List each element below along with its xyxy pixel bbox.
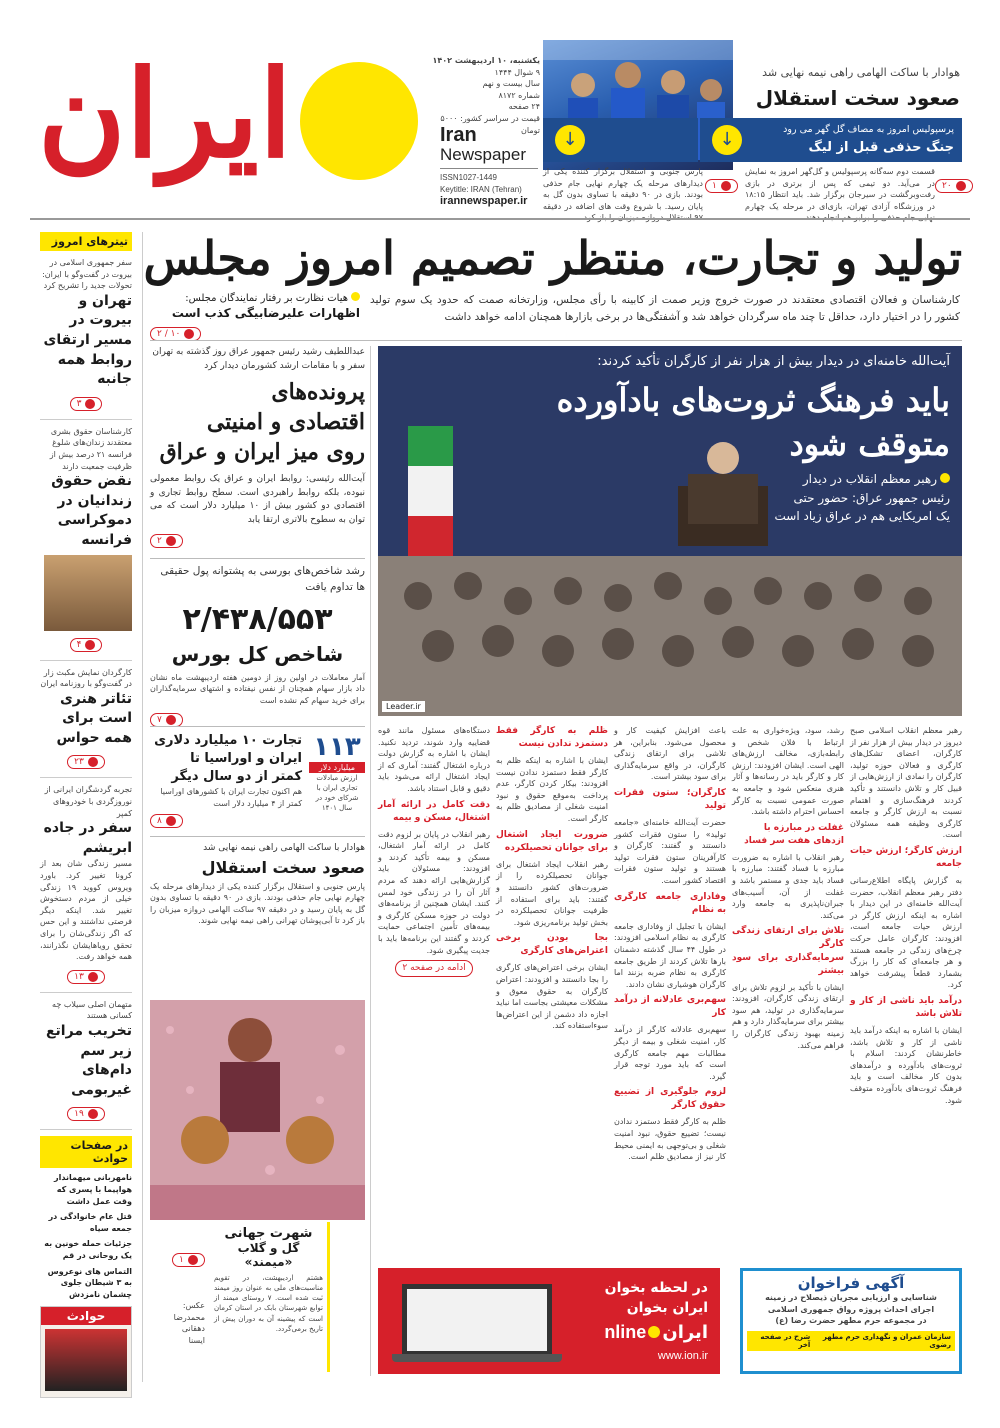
call-ad[interactable]: آگهی فراخوان شناسایی و ارزیابی مجریان ذیصلاح در زمینه اجرای احداث پروژه رواق جمهوری اسلامی در مجموعه حرم مطهر حضرت رضا (ع) سازمان عمران و نگهداری حرم مطهر رضوی شرح در صفحه آخر xyxy=(740,1268,962,1374)
sidebar-item[interactable]: سفر جمهوری اسلامی در بیروت در گفت‌وگو با ایران: تحولات جدید را تشریح کرد تهران و بیروت در مسیر ارتقای روابط همه جانبه ۳ xyxy=(40,251,132,420)
lead-story[interactable] xyxy=(378,346,962,716)
masthead xyxy=(0,0,1000,215)
top-sports-kicker: هوادار با ساکت الهامی راهی نیمه نهایی شد xyxy=(762,66,960,79)
hawadeth-thumbnail[interactable]: حوادث xyxy=(40,1306,132,1398)
event-item[interactable]: جزئیات حمله خونین به یک روحانی در قم xyxy=(44,1239,132,1260)
ion-brand: ایرانnline xyxy=(604,1322,708,1343)
sidebar xyxy=(40,232,132,1382)
sidebar-item[interactable]: تجربه گردشگران ایرانی از نوروزگردی با خودروهای کمپر سفر در جاده ابریشم مسیر زندگی شان بعد از کرونا تغییر کرد. باورد ویروس کووید ۱۹ زندگی خیلی از مردم دستخوش تغییر شد. اینکه دیگر فرصتی نداشتند و این حس که اگر زندگی‌شان را برای تحقق رویاهایشان نگذرانند، همه خواهد رفت. ۱۳ xyxy=(40,778,132,992)
side-kicker: هیات نظارت بر رفتار نمایندگان مجلس: xyxy=(150,292,360,304)
article-col-3: باعث افزایش کیفیت کار و محصول می‌شود. بنابراین، هر تلاشی برای ارتقای زندگی کارگران، در واقع سرمایه‌گذاری برای سود بیشتر است. کارگران؛ ستون فقرات تولید حضرت آیت‌الله خامنه‌ای «جامعه تولید» را ستون فقرات کشور دانستند و گفتند: کارگران و کارآفرینان ستون فقرات تولید هستند و تولید ستون فقرات اقتصاد کشور است. وفاداری جامعه کارگری به نظام ایشان با تجلیل از وفاداری جامعه کارگری به نظام اسلامی افزودند: در طول ۴۴ سال گذشته دشمنان بارها تلاش کردند از طریق جامعه کارگری به نظام ضربه بزنند اما کارگران هوشیاری نشان دادند. سهم‌بری عادلانه از درآمد کار سهم‌بری عادلانه کارگر از درآمد کار، امنیت شغلی و بیمه از دیگر مطالبات مهم جامعه کارگری است که باید مورد توجه قرار گیرد. لزوم جلوگیری از تضییع حقوق کارگر ظلم به کارگر فقط دستمزد ندادن نیست؛ تضییع حقوق، نبود امنیت شغلی و بی‌توجهی به ایمنی محیط کار نیز از مصادیق ظلم است. xyxy=(614,726,726,1162)
top-sports-snippet-left: پارس جنوبی و استقلال برگزار کننده یکی از دیدارهای مرحله یک چهارم نهایی جام حذفی بودند. بازی در ۹۰ دقیقه با تساوی بدون گل به پایان رسید. با شروع وقت های اضافه در دقیقه xyxy=(543,167,704,211)
lead-title-2: متوقف شود xyxy=(789,425,950,463)
top-sports-headline[interactable]: صعود سخت استقلال xyxy=(755,86,960,110)
lead-kicker: آیت‌الله خامنه‌ای در دیدار بیش از هزار نفر از کارگران تأکید کردند: xyxy=(597,354,950,369)
main-lead: کارشناسان و فعالان اقتصادی معتقدند در صورت خروج وزیر صمت از کابینه با رأی مجلس، وزارتخانه صمت که حدود یک سوم تولید کشور را در اختیار دارد، حداقل تا چند ماه سرگردان خواهد شد و آشفتگی‌ها در برخی بازارها همچنان ادامه خواهد داشت xyxy=(370,294,960,323)
arrow-down-icon: ↓ xyxy=(555,125,585,155)
sports-story[interactable]: هوادار با ساکت الهامی راهی نیمه نهایی شد صعود سخت استقلال پارس جنوبی و استقلال برگزار کننده یکی از دیدارهای مرحله یک چهارم نهایی جام حذفی بودند. بازی در ۹۰ دقیقه با تساوی بدون گل به پایان رسید و در دقیقه ۹۷ ساکت الهامی دروازه میزبان را باز کرد تا آبی‌پوشان تهرانی راهی نیمه نهایی شوند. xyxy=(150,843,366,926)
logo: ایران xyxy=(37,44,293,185)
events-list xyxy=(40,1168,132,1300)
rose-petals-image xyxy=(150,1000,365,1220)
issn-block: ISSN1027-1449 Keytitle: IRAN (Tehran) irannewspaper.ir xyxy=(440,172,540,207)
rose-badge[interactable]: ۱ xyxy=(172,1250,205,1269)
website-link[interactable]: irannewspaper.ir xyxy=(440,195,528,208)
event-item[interactable]: نامهربانی میهماندار هواپیما با پسری که وقت عمل داشت xyxy=(54,1173,132,1206)
lead-title-1: باید فرهنگ ثروت‌های بادآورده xyxy=(556,381,950,419)
rose-credit: عکس: محمدرضا دهقانی ایسنا xyxy=(173,1301,205,1345)
event-item[interactable]: التماس های نوعروس به ۳ شیطان جلوی چشمان نامزدش xyxy=(47,1266,132,1299)
bourse-story[interactable]: رشد شاخص‌های بورسی به پشتوانه پول حقیقی ها تداوم یافت ۲/۴۳۸/۵۵۳ شاخص کل بورس آمار معاملات در اولین روز از دومین هفته اردیبهشت ماه نشان داد بازار سهام همچنان از نفس نیفتاده و اشتهای سرمایه‌گذاران برای خرید سهام کم نشده است ۷ xyxy=(150,565,365,726)
rose-story[interactable]: شهرت جهانی گل و گلاب «میمند» هشتم اردیبهشت، در تقویم مناسبت‌های ملی به عنوان روز میمند ثبت شده است. ۷ روستای میمند از توابع شهرستان بابک در استان کرمان است که پیشینه آن به دوران پیش از تاریخ برمی‌گردد. xyxy=(210,1222,330,1372)
page-ref-badge[interactable]: ۱ xyxy=(705,176,738,195)
laptop-icon xyxy=(392,1284,562,1366)
sidebar-item[interactable]: کارگردان نمایش مکبث زار در گفت‌وگو با روزنامه ایران تئاتر هنری است برای همه حواس ۲۳ xyxy=(40,661,132,779)
lead-sub: رهبر معظم انقلاب در دیدار رئیس جمهور عراق: حضور حتی یک امریکایی هم در عراق زیاد است xyxy=(774,472,950,524)
top-sports-bar-left[interactable] xyxy=(543,118,698,162)
ion-url[interactable]: www.ion.ir xyxy=(657,1350,708,1362)
rose-harvest-photo xyxy=(150,1000,365,1220)
article-col-1: رهبر معظم انقلاب اسلامی صبح دیروز در دیدار بیش از هزار نفر از کارگران، اعضای تشکل‌های کارگری و فعالان حوزه تولید، کارگران را نمادی از ارزش‌هایی از قبیل کار و تلاش دانستند و تأکید کردند فرهنگ‌سازی و اهتمام نسبت به ارزش کارگر و جامعه کارگری وظیفه همه مسئولان است. ارزش کارگر؛ ارزش حیات جامعه به گزارش پایگاه اطلاع‌رسانی دفتر رهبر معظم انقلاب، حضرت آیت‌الله خامنه‌ای در این دیدار با اشاره به اینکه ارزش کارگر در ارزش حیات جامعه است، افزودند: کارگران عامل حرکت چرخ‌های زندگی در جامعه هستند و هر جامعه‌ای که کار را بزرگ بشمارد قطعاً پیشرفت خواهد کرد. درآمد باید ناشی از کار و تلاش باشد ایشان با اشاره به اینکه درآمد باید ناشی از کار و تلاش باشد، خاطرنشان کردند: اسلام با ثروت‌های بادآورده و درآمدهای بدون کار مخالف است و باید فرهنگ ثروت‌های بادآورده متوقف شود. xyxy=(850,726,962,1105)
ion-ad[interactable]: در لحظه بخوان ایران بخوان ایرانnline www.ion.ir xyxy=(378,1268,720,1374)
top-sports-bar[interactable]: پرسپولیس امروز به مصاف گل گهر می رود جنگ حذفی قبل از لیگ ↓ xyxy=(700,118,962,162)
page-ref-badge[interactable]: ۲۰ xyxy=(935,176,973,195)
event-item[interactable]: قتل عام خانوادگی در جمعه سیاه xyxy=(48,1212,132,1233)
article-body xyxy=(378,725,962,1253)
top-sports-snippet-right: قسمت دوم سه‌گانه پرسپولیس و گل‌گهر امروز به نمایش در می‌آید. دو تیمی که پس از برتری در بازی رفت‌وبرگشت در سیرجان برگزار شد. باید انتظار ۱۸:۱۵ در ورزشگاه آزادی تهران، بازی‌ای در مرحله یک چهارم xyxy=(745,167,935,211)
iraq-story[interactable]: عبداللطیف رشید رئیس جمهور عراق روز گذشته به تهران سفر و با مقامات ارشد کشورمان دیدار کرد پرونده‌های اقتصادی و امنیتی روی میز ایران و عراق آیت‌الله رئیسی: روابط ایران و عراق یک روابط معمولی نبوده، بلکه روابط راهبردی است. سطح روابط تجاری و اقتصادی دو کشور بیش از ۱۰ میلیارد دلار است که می توان به سطوح بالاتری ارتقا یابد ۲ xyxy=(150,347,365,546)
photo-credit: Leader.ir xyxy=(382,701,425,712)
trade-figure: ۱۱۳ میلیارد دلار ارزش مبادلات تجاری ایران با شرکای خود در سال ۱۴۰۱ xyxy=(309,732,365,814)
call-footer: سازمان عمران و نگهداری حرم مطهر رضوی شرح در صفحه آخر xyxy=(747,1331,955,1351)
date-block: یکشنبه، ۱۰ اردیبهشت ۱۴۰۲ ۹ شوال ۱۴۴۴ سال بیست و نهم شماره ۸۱۷۲ ۲۴ صفحه قیمت در سراسر کشور: ۵۰۰۰ تومان xyxy=(432,56,540,135)
logo-sun-icon xyxy=(300,62,418,180)
sidebar-item[interactable]: متهمان اصلی سیلاب چه کسانی هستند تخریب مراتع زیر سم دام‌های غیربومی ۱۹ xyxy=(40,993,132,1131)
article-col-2: رشد، سود، ویژه‌خواری به علت ارتباط با فلان شخص و رابطه‌بازی، مخالف ارزش‌های الهی است. ایشان افزودند: ارزش کار و کارگر باید در رسانه‌ها و آثار هنری منعکس شود و جامعه به صورت عمومی نسبت به کارگر احساس احترام داشته باشد. غفلت در مبارزه با ازدهای هفت سر فساد رهبر انقلاب با اشاره به ضرورت مبارزه با فساد گفتند: مبارزه با فساد باید جدی و مستمر باشد و غفلت از آن، آسیب‌های جبران‌ناپذیری به جامعه وارد می‌کند. تلاش برای ارتقای زندگی کارگر سرمایه‌گذاری برای سود بیشتر ایشان با تأکید بر لزوم تلاش برای ارتقای زندگی کارگران، افزودند: سرمایه‌گذاری در تولید، هم سود بیشتر برای سرمایه‌گذار دارد و هم زمینه بهبود زندگی کارگران را فراهم می‌کند. xyxy=(732,726,844,1050)
sidebar-item[interactable]: کارشناسان حقوق بشری معتقدند زندان‌های شلوغ فرانسه ۲۱ درصد بیش از ظرفیت جمعیت دارند نقض حقوق زندانیان در دموکراسی فرانسه ۴ xyxy=(40,420,132,661)
sidebar-header: تیترهای امروز xyxy=(40,232,132,251)
main-headline[interactable]: تولید و تجارت، منتظر تصمیم امروز مجلس xyxy=(143,231,962,285)
brand-en: Iran Newspaper xyxy=(440,124,526,164)
sidebar-photo xyxy=(44,555,132,631)
trade-story[interactable]: ۱۱۳ میلیارد دلار ارزش مبادلات تجاری ایران با شرکای خود در سال ۱۴۰۱ تجارت ۱۰ میلیارد دلاری ایران و اوراسیا تا کمتر از دو سال دیگر هم اکنون تجارت ایران با کشورهای اوراسیا کمتر از ۴ میلیارد دلار است ۸ xyxy=(150,732,365,832)
events-header: در صفحات حوادث xyxy=(40,1136,132,1168)
article-col-5: دستگاه‌های مسئول مانند قوه قضاییه وارد شوند، تردید نکنید. ایشان با اشاره به گزارش دولت درباره اشتغال گفتند: آماری که از ایجاد اشتغال ارائه می‌شود باید دقیق و قابل استناد باشد. دقت کامل در ارائه آمار اشتغال، مسکن و بیمه رهبر انقلاب در پایان بر لزوم دقت کامل در ارائه آمار اشتغال، مسکن و بیمه تأکید کردند و افزودند: مسئولان باید گزارش‌هایی ارائه دهند که مردم آثار آن را در زندگی خود لمس کنند. ایشان همچنین از برنامه‌های دولت در حوزه مسکن کارگری و بیمه‌های تأمین اجتماعی حمایت کردند و گفتند این برنامه‌ها باید با جدیت پیگیری شود. ادامه در صفحه ۲ xyxy=(378,725,490,1253)
article-col-4: ظلم به کارگر فقط دستمزد ندادن نیست ایشان با اشاره به اینکه ظلم به کارگر فقط دستمزد ندادن نیست افزودند: بیکار کردن کارگر، عدم پرداخت به‌موقع حقوق و نبود امنیت شغلی از مصادیق ظلم به کارگر است. ضرورت ایجاد اشتغال برای جوانان تحصیلکرده رهبر انقلاب ایجاد اشتغال برای جوانان تحصیلکرده را از ضرورت‌های کشور دانستند و گفتند: باید برای استفاده از ظرفیت جوانان تحصیلکرده در بخش تولید برنامه‌ریزی شود. بجا بودن برخی اعتراض‌های کارگری ایشان برخی اعتراض‌های کارگری را بجا دانستند و افزودند: اعتراض کارگران به حقوق معوق و مشکلات معیشتی بجاست اما نباید اجازه داد دشمن از این اعتراض‌ها سوءاستفاده کند. xyxy=(496,726,608,1031)
main-side[interactable]: هیات نظارت بر رفتار نمایندگان مجلس: اظهارات علیرضابیگی کذب است ۱۰ / ۲ xyxy=(150,292,360,343)
arrow-down-icon: ↓ xyxy=(712,125,742,155)
